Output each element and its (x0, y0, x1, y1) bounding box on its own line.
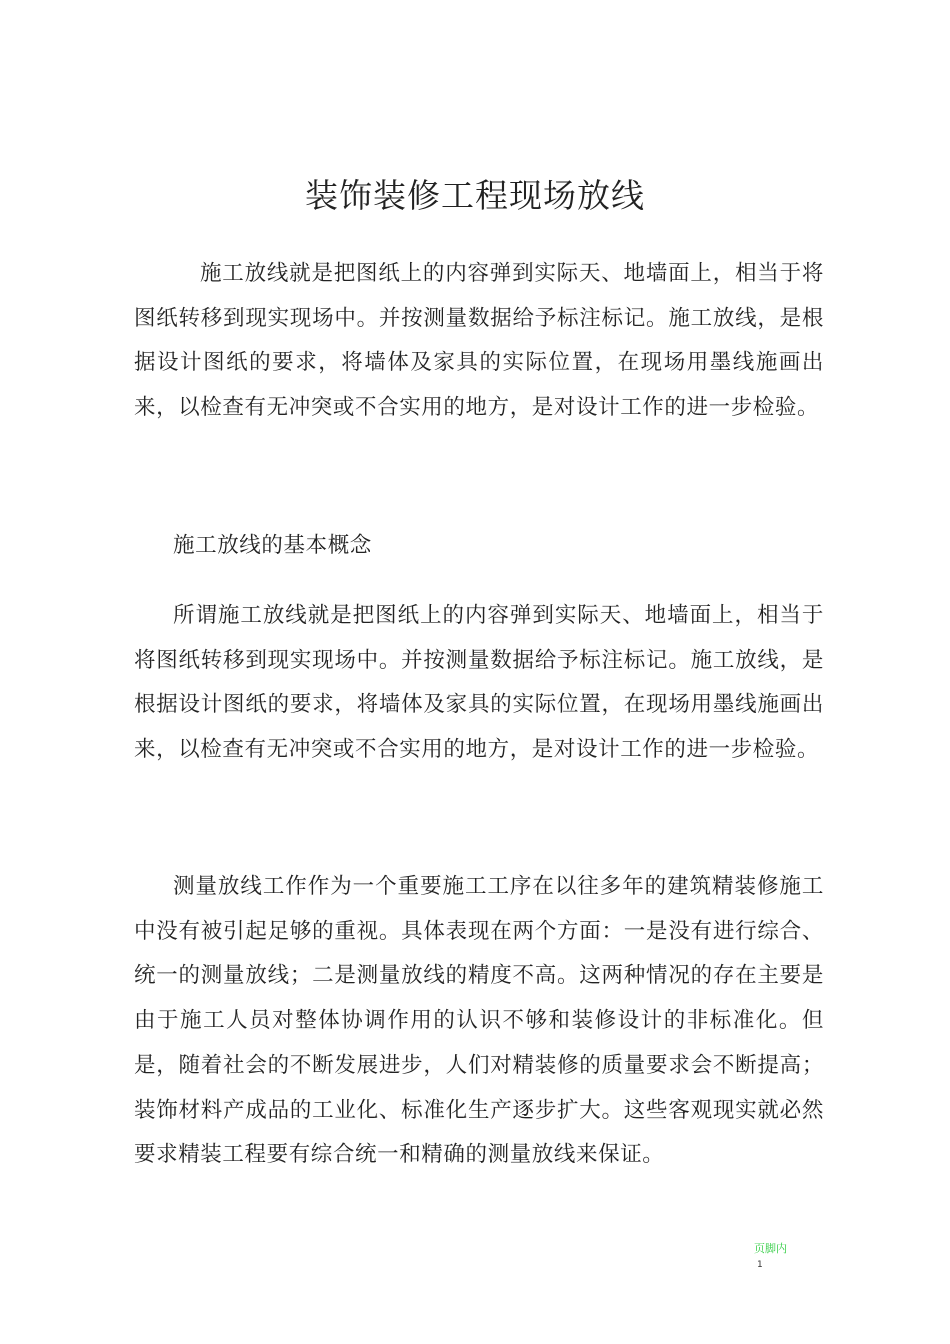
section-heading: 施工放线的基本概念 (173, 533, 372, 558)
document-title: 装饰装修工程现场放线 (305, 176, 645, 215)
page-number: 1 (757, 1260, 763, 1270)
paragraph-intro: 施工放线就是把图纸上的内容弹到实际天、地墙面上，相当于将图纸转移到现实现场中。并按测量数据给予标注标记。施工放线，是根据设计图纸的要求，将墙体及家具的实际位置，在现场用墨线施画出来，以检查有无冲突或不合实用的地方，是对设计工作的进一步检验。 (134, 261, 824, 421)
footer-label: 页脚内 (754, 1242, 787, 1255)
paragraph-importance: 测量放线工作作为一个重要施工工序在以往多年的建筑精装修施工中没有被引起足够的重视。具体表现在两个方面：一是没有进行综合、统一的测量放线；二是测量放线的精度不高。这两种情况的存在主要是由于施工人员对整体协调作用的认识不够和装修设计的非标准化。但是，随着社会的不断发展进步，人们对精装修的质量要求会不断提高；装饰材料产成品的工业化、标准化生产逐步扩大。这些客观现实就必然要求精装工程要有综合统一和精确的测量放线来保证。 (134, 874, 824, 1168)
paragraph-concept: 所谓施工放线就是把图纸上的内容弹到实际天、地墙面上，相当于将图纸转移到现实现场中。并按测量数据给予标注标记。施工放线，是根据设计图纸的要求，将墙体及家具的实际位置，在现场用墨线施画出来，以检查有无冲突或不合实用的地方，是对设计工作的进一步检验。 (134, 603, 824, 763)
